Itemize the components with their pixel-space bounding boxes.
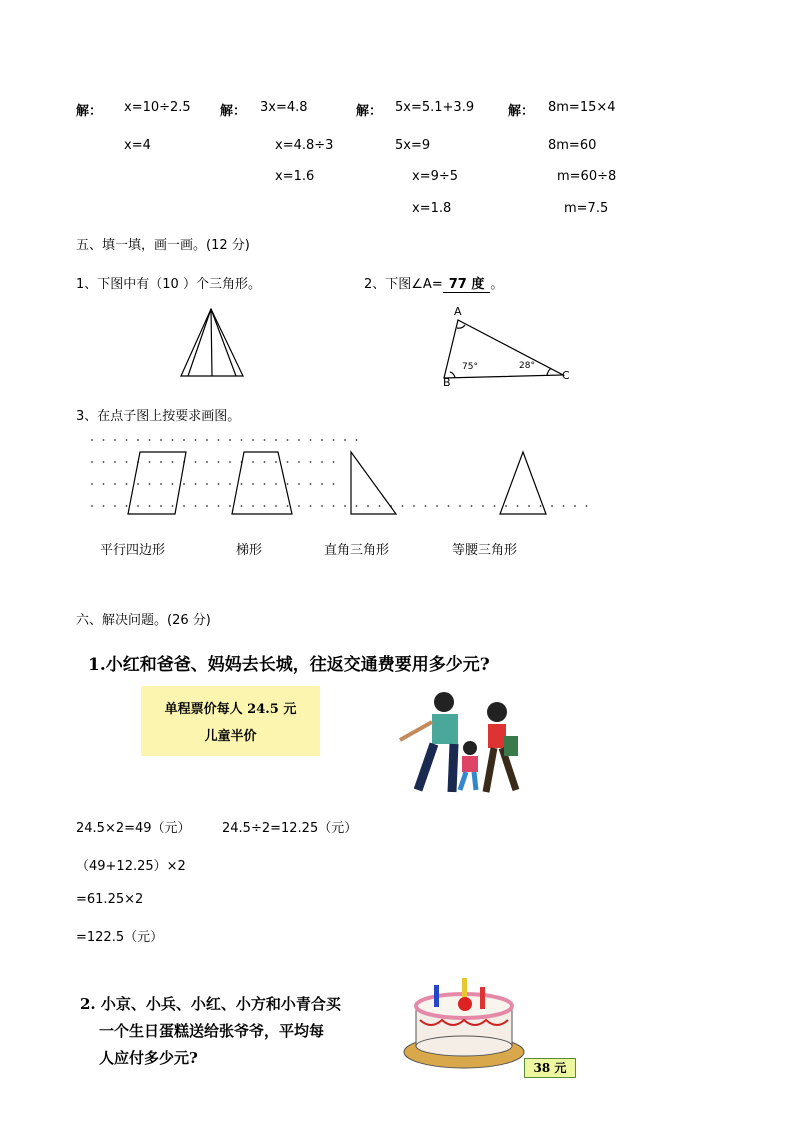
equation-line: 5x=5.1+3.9 <box>395 100 475 115</box>
vertex-b-label: B <box>443 376 451 389</box>
question-2-suffix: 。 <box>490 277 504 292</box>
angle-c-label: 28° <box>519 361 535 371</box>
equation-line: 5x=9 <box>395 138 431 153</box>
note-line: 单程票价每人 24.5 元 <box>164 702 297 717</box>
solve-label: 解： <box>508 104 535 119</box>
equation-line: x=9÷5 <box>412 169 459 184</box>
vertex-a-label: A <box>454 305 462 318</box>
equation-line: x=4 <box>124 138 151 153</box>
equation-line: m=60÷8 <box>557 169 617 184</box>
section-title: 六、解决问题。(26 分) <box>76 613 211 628</box>
question-2-prefix: 2、下图∠A= <box>364 277 443 292</box>
question-3: 3、在点子图上按要求画图。 <box>76 409 241 424</box>
shape-label: 直角三角形 <box>324 543 390 558</box>
shape-label: 等腰三角形 <box>452 543 518 558</box>
solve-label: 解： <box>220 104 247 119</box>
section-title: 五、填一填，画一画。(12 分) <box>76 238 250 253</box>
equation-line: x=10÷2.5 <box>124 100 191 115</box>
answer-blank: 77 度 <box>443 277 491 293</box>
price-tag: 38 元 <box>524 1058 576 1078</box>
equation-line: x=4.8÷3 <box>275 138 334 153</box>
note-line: 儿童半价 <box>204 729 257 744</box>
equation-line: m=7.5 <box>564 201 609 216</box>
work-line: 24.5÷2=12.25（元） <box>222 821 358 836</box>
equation-line: 8m=60 <box>548 138 597 153</box>
vertex-c-label: C <box>562 369 570 382</box>
problem-1-question: 1.小红和爸爸、妈妈去长城，往返交通费要用多少元? <box>88 655 490 675</box>
equation-line: 8m=15×4 <box>548 100 616 115</box>
shape-label: 平行四边形 <box>100 543 166 558</box>
angle-b-label: 75° <box>462 362 478 372</box>
equation-line: x=1.6 <box>275 169 315 184</box>
equation-line: x=1.8 <box>412 201 452 216</box>
shape-label: 梯形 <box>236 543 263 558</box>
problem-2-line: 一个生日蛋糕送给张爷爷，平均每 <box>99 1022 325 1040</box>
equation-line: 3x=4.8 <box>260 100 308 115</box>
work-line: =61.25×2 <box>76 892 144 907</box>
problem-2-line: 2. 小京、小兵、小红、小方和小青合买 <box>80 995 341 1013</box>
work-line: =122.5（元） <box>76 930 164 945</box>
solve-label: 解： <box>76 104 103 119</box>
problem-2-line: 人应付多少元? <box>99 1049 198 1067</box>
work-line: （49+12.25）×2 <box>76 859 186 874</box>
work-line: 24.5×2=49（元） <box>76 821 191 836</box>
solve-label: 解： <box>356 104 383 119</box>
question-1: 1、下图中有（10 ）个三角形。 <box>76 277 261 292</box>
